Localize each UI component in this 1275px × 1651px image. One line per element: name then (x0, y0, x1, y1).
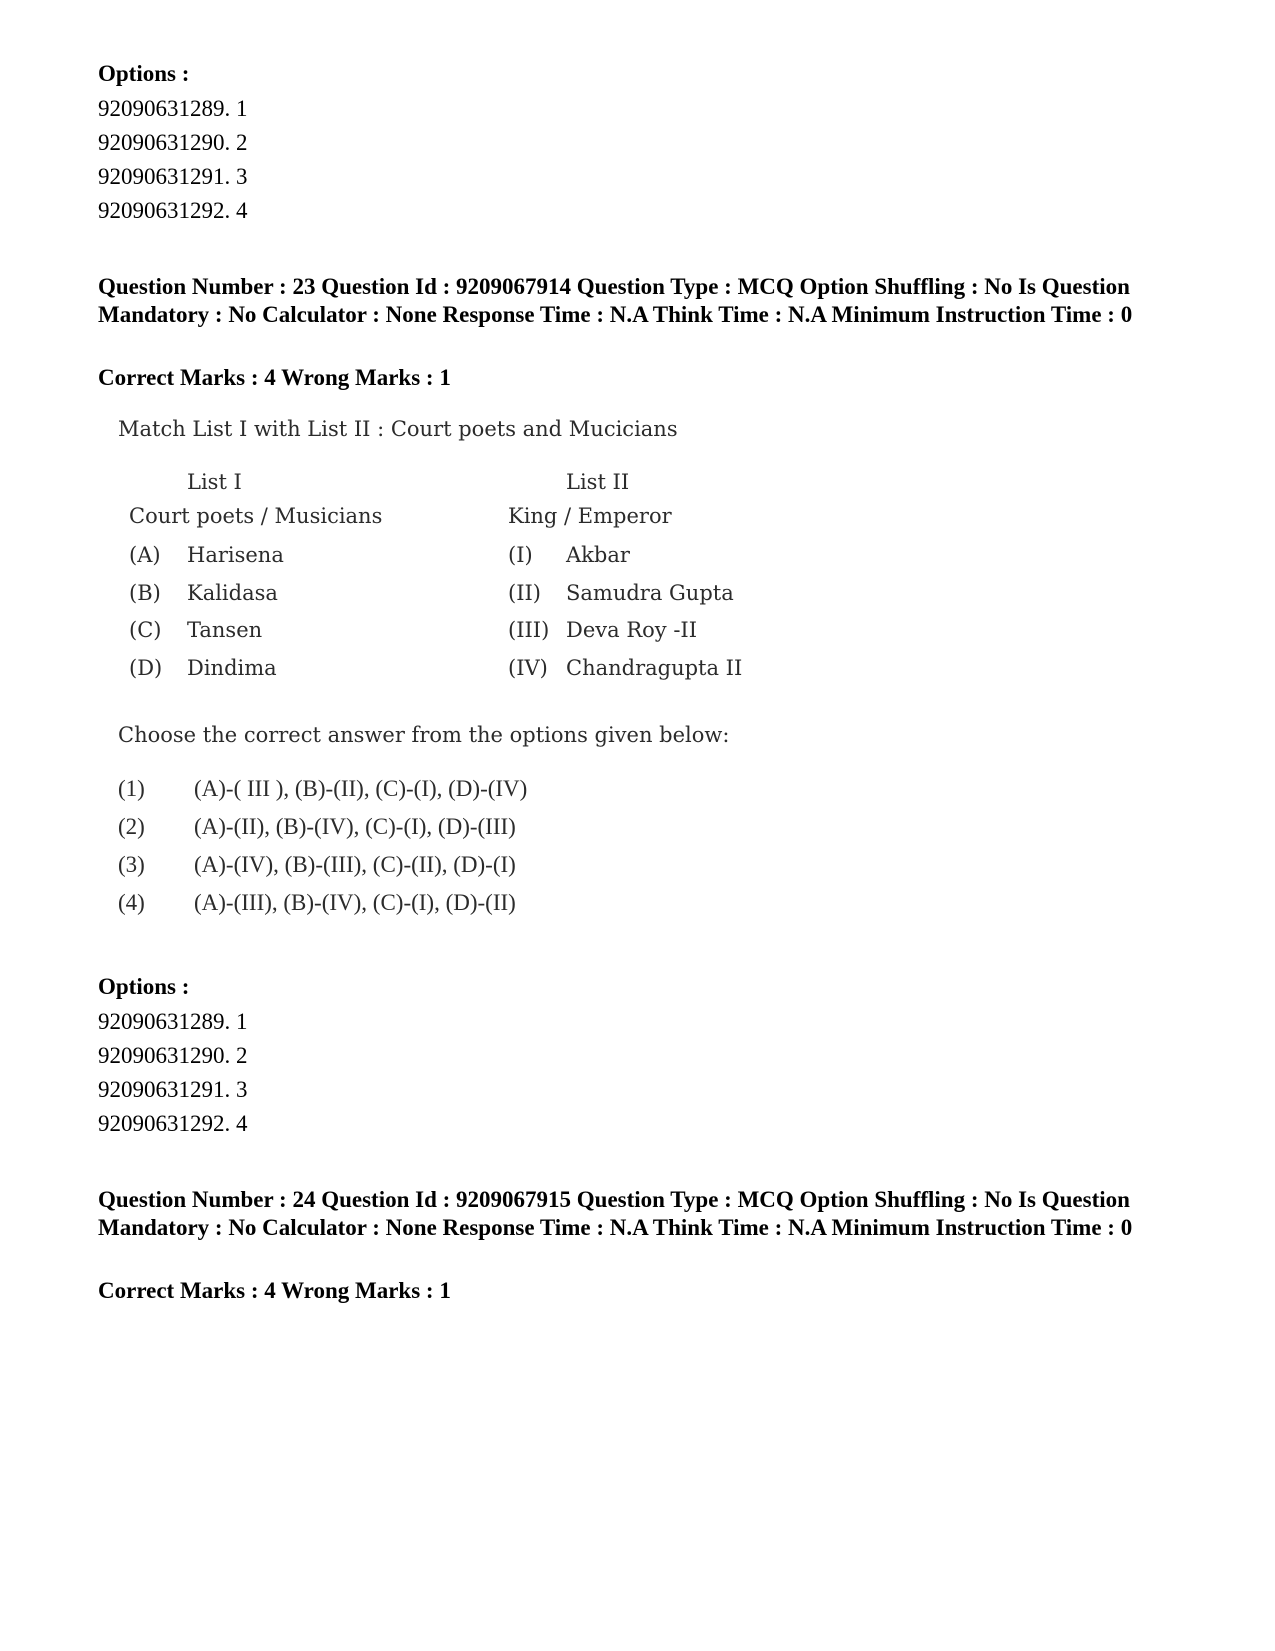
list1-item: Dindima (187, 656, 277, 680)
list2-key: (I) (508, 543, 533, 567)
option-item: 92090631290. 2 (98, 130, 248, 155)
instruction-text: Choose the correct answer from the options given below: (118, 723, 730, 747)
choice-text: (A)-( III ), (B)-(II), (C)-(I), (D)-(IV) (194, 776, 528, 801)
option-item: 92090631289. 1 (98, 1009, 248, 1034)
options-label: Options : (98, 974, 190, 999)
list2-key: (II) (508, 581, 541, 605)
list1-key: (A) (129, 543, 161, 567)
question-meta: Question Number : 23 Question Id : 9209067914 Question Type : MCQ Option Shuffling : No Is Question Mandatory : No Calculator : None Response Time : N.A Think Time : N.A Minimum Instruction Time : 0 (98, 274, 1133, 327)
options-label: Options : (98, 61, 190, 86)
list1-heading: List I (187, 470, 242, 494)
choice-text: (A)-(III), (B)-(IV), (C)-(I), (D)-(II) (194, 890, 516, 915)
list1-key: (B) (129, 581, 161, 605)
choice-number: (2) (118, 814, 145, 839)
list1-item: Tansen (187, 618, 263, 642)
choice-number: (4) (118, 890, 145, 915)
list2-item: Akbar (566, 543, 630, 567)
choice-number: (3) (118, 852, 145, 877)
option-item: 92090631292. 4 (98, 198, 248, 223)
list2-item: Samudra Gupta (566, 581, 734, 605)
choice-text: (A)-(II), (B)-(IV), (C)-(I), (D)-(III) (194, 814, 516, 839)
marks-info: Correct Marks : 4 Wrong Marks : 1 (98, 365, 451, 390)
choice-text: (A)-(IV), (B)-(III), (C)-(II), (D)-(I) (194, 852, 516, 877)
list2-key: (III) (508, 618, 550, 642)
option-item: 92090631290. 2 (98, 1043, 248, 1068)
question-prompt: Match List I with List II : Court poets and Mucicians (118, 417, 678, 441)
list1-key: (C) (129, 618, 162, 642)
list2-item: Chandragupta II (566, 656, 743, 680)
option-item: 92090631289. 1 (98, 96, 248, 121)
list2-subheading: King / Emperor (508, 504, 672, 528)
list1-item: Kalidasa (187, 581, 278, 605)
choice-number: (1) (118, 776, 145, 801)
question-meta: Question Number : 24 Question Id : 9209067915 Question Type : MCQ Option Shuffling : No Is Question Mandatory : No Calculator : None Response Time : N.A Think Time : N.A Minimum Instruction Time : 0 (98, 1187, 1133, 1240)
marks-info: Correct Marks : 4 Wrong Marks : 1 (98, 1278, 451, 1303)
option-item: 92090631292. 4 (98, 1111, 248, 1136)
list1-key: (D) (129, 656, 163, 680)
list2-item: Deva Roy -II (566, 618, 698, 642)
option-item: 92090631291. 3 (98, 164, 248, 189)
list1-item: Harisena (187, 543, 284, 567)
list1-subheading: Court poets / Musicians (129, 504, 383, 528)
list2-heading: List II (566, 470, 630, 494)
list2-key: (IV) (508, 656, 548, 680)
option-item: 92090631291. 3 (98, 1077, 248, 1102)
